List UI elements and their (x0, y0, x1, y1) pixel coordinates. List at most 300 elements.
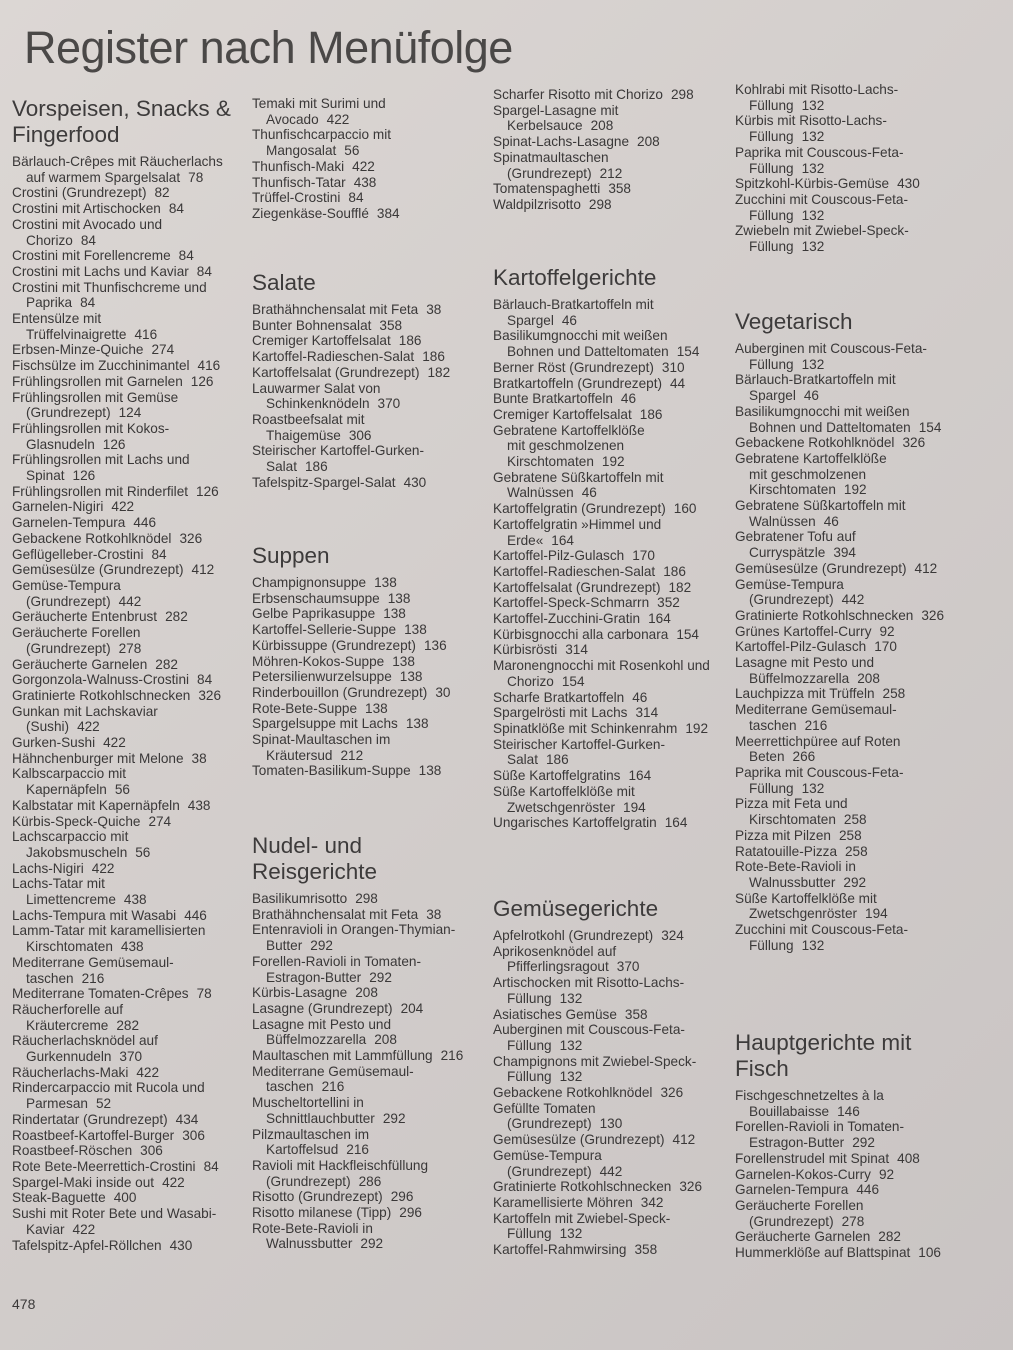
index-entry (252, 954, 488, 985)
index-entry (12, 672, 244, 688)
entry-title: Crostini (Grundrezept) 82 (12, 185, 170, 201)
index-entry (493, 423, 729, 470)
entry-title: Thunfisch-Tatar 438 (252, 174, 377, 190)
entry-title-continued: taschen 216 (749, 717, 828, 733)
index-entry (252, 1158, 488, 1189)
index-entry (252, 443, 488, 474)
entry-page-number: 186 (304, 459, 328, 475)
entry-page-number: 208 (374, 1032, 397, 1048)
entry-title: Ungarisches Kartoffelgratin 164 (493, 815, 688, 831)
entry-page-number: 422 (103, 735, 126, 751)
entry-title: Fischsülze im Zucchinimantel 416 (12, 358, 221, 374)
entry-title: Pilzmaultaschen im (252, 1126, 370, 1142)
entry-title: Paprika mit Couscous-Feta- (735, 764, 904, 780)
entry-page-number: 278 (841, 1213, 865, 1229)
entry-title: Rote-Bete-Ravioli in (252, 1220, 373, 1236)
entry-page-number: 422 (72, 1221, 96, 1237)
entry-page-number: 310 (661, 359, 685, 375)
index-entry (493, 975, 729, 1006)
index-entry (493, 328, 729, 359)
entry-page-number: 132 (559, 1069, 583, 1085)
entry-title: Risotto milanese (Tipp) 296 (252, 1205, 422, 1221)
section-heading: Nudel- und Reisgerichte (252, 833, 378, 884)
index-entry (252, 1001, 488, 1017)
entry-page-number: 434 (175, 1111, 199, 1127)
entry-title-continued: Büffelmozzarella 208 (749, 670, 880, 686)
entry-page-number: 138 (365, 700, 388, 716)
index-entry (12, 751, 244, 767)
index-entry (252, 349, 488, 365)
entry-title: Lauwarmer Salat von (252, 380, 381, 396)
entry-page-number: 46 (803, 388, 819, 404)
index-entry (12, 342, 244, 358)
entry-page-number: 326 (198, 687, 222, 703)
index-entry (735, 624, 975, 640)
entry-page-number: 132 (801, 207, 825, 223)
index-entry (12, 201, 244, 217)
index-entry (12, 1002, 244, 1033)
entry-title-continued: Büffelmozzarella 208 (266, 1032, 397, 1048)
index-entry (12, 704, 244, 735)
entry-title: Zwiebeln mit Zwiebel-Speck- (735, 223, 909, 239)
index-entry (735, 82, 975, 113)
entry-title: Crostini mit Lachs und Kaviar 84 (12, 263, 212, 279)
index-entry (735, 498, 975, 529)
index-entry (493, 470, 729, 501)
entry-page-number: 138 (418, 763, 442, 779)
entry-page-number: 132 (801, 937, 825, 953)
entry-page-number: 92 (878, 1166, 895, 1182)
entry-title-continued: Füllung 132 (749, 780, 825, 796)
entry-title: Garnelen-Tempura 446 (12, 515, 157, 531)
entry-title: Kürbisrösti 314 (493, 642, 588, 658)
entry-page-number: 422 (326, 111, 350, 127)
index-entry (735, 1182, 975, 1198)
index-entry (252, 159, 488, 175)
index-entry (12, 421, 244, 452)
entry-page-number: 258 (843, 812, 867, 828)
entry-title: Gebratene Süßkartoffeln mit (493, 469, 664, 485)
entry-page-number: 292 (382, 1110, 406, 1126)
index-entry (12, 515, 244, 531)
index-entry (735, 435, 975, 451)
entry-title-continued: Trüffelvinaigrette 416 (26, 326, 158, 342)
index-entry (12, 1190, 244, 1206)
entry-page-number: 154 (676, 344, 700, 360)
entry-title: Lamm-Tatar mit karamellisierten (12, 923, 206, 939)
entry-title: Räucherlachs-Maki 422 (12, 1064, 160, 1080)
index-entry (12, 547, 244, 563)
index-entry (493, 944, 729, 975)
entry-title: Basilikumgnocchi mit weißen (493, 328, 668, 344)
entry-title: Forellenstrudel mit Spinat 408 (735, 1150, 920, 1166)
entry-page-number: 192 (685, 720, 709, 736)
entry-title: Gebackene Rotkohlknödel 326 (493, 1085, 684, 1101)
index-entry (12, 374, 244, 390)
entry-page-number: 216 (321, 1079, 345, 1095)
entry-page-number: 84 (203, 1159, 219, 1174)
index-entry (12, 986, 244, 1002)
entry-page-number: 138 (387, 590, 411, 606)
entry-page-number: 352 (657, 595, 680, 611)
entry-title: Möhren-Kokos-Suppe 138 (252, 653, 415, 669)
index-entry (735, 922, 975, 953)
entry-page-number: 84 (168, 201, 184, 217)
index-entry (735, 404, 975, 435)
entry-page-number: 274 (151, 342, 175, 358)
entry-page-number: 274 (148, 813, 172, 829)
index-entry (493, 690, 729, 706)
entry-page-number: 164 (664, 815, 688, 831)
entry-page-number: 126 (102, 436, 126, 452)
index-entry (735, 1151, 975, 1167)
entry-title: Basilikumgnocchi mit weißen (735, 403, 910, 419)
entry-page-number: 292 (852, 1135, 875, 1151)
index-entry (735, 372, 975, 403)
index-entry (735, 655, 975, 686)
index-entry (493, 705, 729, 721)
entry-title-continued: Curryspätzle 394 (749, 545, 856, 561)
index-entry (493, 197, 729, 213)
entry-page-number: 132 (801, 239, 825, 255)
index-entry (493, 1211, 729, 1242)
index-entry (252, 96, 488, 127)
entry-page-number: 56 (135, 844, 151, 860)
entry-title: Crostini mit Artischocken 84 (12, 201, 184, 217)
entry-title-continued: mit geschmolzenen (507, 438, 625, 454)
entry-page-number: 154 (676, 626, 699, 642)
index-entry (252, 732, 488, 763)
entry-title-continued: Glasnudeln 126 (26, 436, 126, 452)
entry-title-continued: Salat 186 (266, 459, 328, 475)
index-entry (252, 654, 488, 670)
entry-title: Lachs-Tatar mit (12, 876, 105, 892)
entry-page-number: 186 (422, 349, 445, 365)
entry-title: Kartoffeln mit Zwiebel-Speck- (493, 1210, 671, 1226)
entry-page-number: 416 (197, 358, 221, 374)
index-entry (252, 412, 488, 443)
entry-title: Mediterrane Gemüsemaul- (735, 702, 897, 718)
entry-title-continued: Thaigemüse 306 (266, 427, 372, 443)
entry-page-number: 296 (390, 1189, 414, 1205)
entry-title-continued: Chorizo 84 (26, 232, 96, 248)
entry-page-number: 292 (369, 969, 392, 985)
entry-title-continued: Kartoffelsud 216 (266, 1142, 369, 1158)
entry-title: Kartoffelgratin (Grundrezept) 160 (493, 501, 697, 517)
entry-page-number: 282 (116, 1017, 140, 1033)
entry-title: Rote-Bete-Suppe 138 (252, 700, 388, 716)
entry-title-continued: Kirschtomaten 192 (507, 454, 625, 470)
index-entry (735, 192, 975, 223)
index-entry (735, 859, 975, 890)
entry-title: Kartoffel-Pilz-Gulasch 170 (493, 548, 655, 564)
entry-page-number: 430 (169, 1237, 193, 1253)
index-entry (493, 391, 729, 407)
entry-title: Pizza mit Feta und (735, 796, 848, 812)
entry-page-number: 38 (426, 302, 442, 317)
entry-title-continued: Kerbelsauce 208 (507, 118, 614, 134)
index-entry (12, 217, 244, 248)
entry-page-number: 138 (404, 622, 427, 638)
entry-page-number: 358 (608, 181, 631, 197)
index-entry (252, 190, 488, 206)
entry-title: Roastbeef-Röschen 306 (12, 1143, 163, 1159)
index-entry (493, 1132, 729, 1148)
entry-title: Steak-Baguette 400 (12, 1190, 137, 1206)
index-entry (12, 248, 244, 264)
index-entry (252, 365, 488, 381)
index-entry (252, 1095, 488, 1126)
entry-title: Rinderbouillon (Grundrezept) 30 (252, 684, 451, 700)
index-entry (493, 815, 729, 831)
entry-page-number: 186 (398, 333, 422, 349)
entry-title: Kalbscarpaccio mit (12, 766, 127, 782)
entry-title: Kartoffel-Radieschen-Salat 186 (252, 349, 445, 365)
entry-title: Kürbis mit Risotto-Lachs- (735, 113, 887, 129)
entry-title: Gebratene Kartoffelklöße (735, 450, 887, 466)
entry-page-number: 422 (111, 499, 135, 515)
entry-title: Bärlauch-Crêpes mit Räucherlachs (12, 154, 223, 169)
index-entry (735, 765, 975, 796)
index-entry (252, 716, 488, 732)
index-entry (12, 1128, 244, 1144)
entry-page-number: 216 (346, 1142, 369, 1158)
entry-title: Kürbis-Lasagne 208 (252, 985, 378, 1001)
entry-title: Brathähnchensalat mit Feta 38 (252, 906, 442, 922)
entry-title: Roastbeef-Kartoffel-Burger 306 (12, 1127, 205, 1143)
entry-title: Frühlingsrollen mit Rinderfilet 126 (12, 483, 219, 499)
index-entry (493, 1195, 729, 1211)
entry-title-continued: Paprika 84 (26, 295, 96, 311)
entry-page-number: 400 (113, 1190, 137, 1206)
index-section (735, 1030, 975, 1261)
entry-page-number: 306 (348, 427, 372, 443)
index-entry (735, 577, 975, 608)
entry-page-number: 438 (123, 892, 147, 908)
entry-page-number: 46 (561, 312, 577, 328)
entry-page-number: 446 (856, 1182, 880, 1198)
index-entry (12, 1065, 244, 1081)
index-section (12, 96, 244, 1253)
index-section (735, 309, 975, 953)
entry-page-number: 416 (134, 326, 158, 342)
entry-title: Grünes Kartoffel-Curry 92 (735, 623, 895, 639)
entry-page-number: 164 (648, 611, 671, 627)
index-entry (493, 1054, 729, 1085)
entry-page-number: 132 (801, 129, 825, 145)
entry-page-number: 138 (383, 606, 406, 622)
entry-page-number: 216 (81, 970, 105, 986)
entry-title: Crostini mit Avocado und (12, 216, 163, 232)
entry-page-number: 126 (190, 373, 214, 389)
entry-page-number: 56 (344, 143, 360, 159)
entry-title: Hummerklöße auf Blattspinat 106 (735, 1245, 941, 1261)
entry-title: Tomaten-Basilikum-Suppe 138 (252, 763, 442, 779)
entry-title: Karamellisierte Möhren 342 (493, 1194, 664, 1210)
entry-title: Geflügelleber-Crostini 84 (12, 546, 167, 562)
entry-title: Meerrettichpüree auf Roten (735, 733, 901, 749)
index-section (493, 265, 729, 831)
entry-page-number: 146 (837, 1103, 860, 1119)
index-entry (12, 955, 244, 986)
entry-page-number: 132 (801, 97, 825, 113)
entry-title: Kalbstatar mit Kapernäpfeln 438 (12, 797, 211, 813)
entry-page-number: 138 (374, 575, 397, 590)
index-entry (12, 766, 244, 797)
entry-page-number: 208 (857, 670, 880, 686)
entry-title: Gemüsesülze (Grundrezept) 412 (493, 1132, 696, 1148)
entry-page-number: 384 (376, 205, 400, 221)
entry-title: Gemüsesülze (Grundrezept) 412 (735, 560, 938, 576)
index-entry (735, 702, 975, 733)
entry-title-continued: (Grundrezept) 130 (507, 1116, 623, 1132)
index-entry (12, 154, 244, 185)
index-entry (493, 517, 729, 548)
entry-page-number: 446 (133, 515, 157, 531)
index-entry (735, 113, 975, 144)
entry-page-number: 442 (118, 593, 142, 609)
entry-title: Brathähnchensalat mit Feta 38 (252, 302, 442, 317)
entry-title: Steirischer Kartoffel-Gurken- (252, 443, 424, 459)
entry-page-number: 84 (197, 672, 213, 688)
entry-page-number: 192 (843, 482, 867, 498)
index-entry (252, 381, 488, 412)
entry-title: Frühlingsrollen mit Kokos- (12, 420, 170, 436)
index-entry (493, 407, 729, 423)
entry-title-continued: Pfifferlingsragout 370 (507, 959, 640, 975)
index-section (493, 896, 729, 1258)
entry-page-number: 326 (179, 530, 203, 546)
entry-page-number: 92 (879, 623, 895, 639)
index-entry (735, 891, 975, 922)
entry-title-continued: Bouillabaisse 146 (749, 1103, 860, 1119)
entry-title: Spinatklöße mit Schinkenrahm 192 (493, 720, 709, 736)
index-entry (493, 564, 729, 580)
entry-title-continued: Kaviar 422 (26, 1221, 96, 1237)
entry-title-continued: Füllung 132 (749, 160, 825, 176)
index-section (493, 87, 729, 213)
entry-page-number: 258 (882, 686, 906, 702)
entry-title: Scharfe Bratkartoffeln 46 (493, 689, 648, 705)
entry-page-number: 78 (196, 986, 212, 1002)
entry-page-number: 46 (632, 689, 648, 705)
entry-title: Garnelen-Kokos-Curry 92 (735, 1166, 895, 1182)
entry-title-continued: Erde« 164 (507, 532, 574, 548)
index-entry (252, 1064, 488, 1095)
entry-title-continued: Füllung 132 (749, 239, 825, 255)
entry-title-continued: Chorizo 154 (507, 673, 585, 689)
entry-title-continued: Füllung 132 (749, 356, 825, 372)
index-entry (735, 561, 975, 577)
entry-title: Berner Röst (Grundrezept) 310 (493, 359, 685, 375)
entry-title: Crostini mit Thunfischcreme und (12, 279, 207, 295)
entry-page-number: 292 (310, 938, 333, 954)
index-entry (12, 798, 244, 814)
entry-title: Rindertatar (Grundrezept) 434 (12, 1111, 199, 1127)
entry-title-continued: auf warmem Spargelsalat 78 (26, 169, 204, 185)
entry-title-continued: (Grundrezept) 212 (507, 165, 623, 181)
entry-title: Temaki mit Surimi und (252, 96, 386, 111)
index-entry (12, 358, 244, 374)
index-entry (12, 452, 244, 483)
entry-page-number: 212 (599, 165, 623, 181)
index-entry (252, 606, 488, 622)
index-entry (252, 1205, 488, 1221)
entry-title-continued: Schinkenknödeln 370 (266, 396, 401, 412)
entry-page-number: 394 (833, 545, 856, 561)
entry-page-number: 342 (640, 1194, 664, 1210)
entry-page-number: 84 (196, 263, 212, 279)
entry-title: Lasagne mit Pesto und (252, 1016, 392, 1032)
index-entry (493, 548, 729, 564)
entry-title: Bärlauch-Bratkartoffeln mit (493, 297, 654, 312)
section-heading: Salate (252, 270, 316, 295)
entry-title: Gebackene Rotkohlknödel 326 (12, 530, 203, 546)
entry-title: Räucherlachsknödel auf (12, 1033, 158, 1049)
entry-page-number: 132 (559, 990, 583, 1006)
index-section (252, 833, 488, 1252)
entry-title-continued: Füllung 132 (507, 990, 583, 1006)
index-entry (252, 922, 488, 953)
index-entry (493, 1007, 729, 1023)
entry-title-continued: Walnüssen 46 (749, 513, 839, 529)
index-entry (12, 280, 244, 311)
entry-title: Maronengnocchi mit Rosenkohl und (493, 658, 710, 674)
entry-title: Scharfer Risotto mit Chorizo 298 (493, 87, 694, 102)
entry-title: Mediterrane Tomaten-Crêpes 78 (12, 986, 212, 1002)
entry-title-continued: Füllung 132 (749, 129, 825, 145)
entry-title: Geräucherte Garnelen 282 (735, 1229, 901, 1245)
index-entry (493, 1242, 729, 1258)
entry-page-number: 292 (843, 874, 867, 890)
entry-page-number: 438 (187, 797, 211, 813)
entry-page-number: 258 (845, 843, 868, 859)
entry-title-continued: Estragon-Butter 292 (266, 969, 392, 985)
index-entry (493, 1022, 729, 1053)
index-entry (252, 302, 488, 318)
entry-page-number: 358 (379, 317, 403, 333)
entry-page-number: 78 (188, 169, 204, 185)
entry-title-continued: Jakobsmuscheln 56 (26, 844, 151, 860)
index-entry (252, 622, 488, 638)
entry-page-number: 370 (377, 396, 401, 412)
entry-title: Gebratener Tofu auf (735, 529, 856, 545)
index-entry (252, 685, 488, 701)
index-entry (252, 475, 488, 491)
entry-title: Forellen-Ravioli in Tomaten- (735, 1119, 904, 1135)
entry-title: Gunkan mit Lachskaviar (12, 703, 158, 719)
index-entry (493, 611, 729, 627)
entry-page-number: 160 (673, 501, 697, 517)
entry-page-number: 164 (551, 532, 574, 548)
section-heading: Vorspeisen, Snacks & Fingerfood (12, 96, 231, 147)
entry-title: Frühlingsrollen mit Garnelen 126 (12, 373, 214, 389)
entry-page-number: 314 (635, 705, 659, 721)
entry-title: Kürbisgnocchi alla carbonara 154 (493, 626, 699, 642)
entry-page-number: 292 (360, 1236, 384, 1252)
entry-page-number: 314 (565, 642, 588, 658)
entry-title-continued: mit geschmolzenen (749, 466, 867, 482)
entry-title: Kartoffel-Rahmwirsing 358 (493, 1242, 658, 1258)
index-entry (12, 1159, 244, 1175)
entry-title: Pizza mit Pilzen 258 (735, 827, 862, 843)
index-entry (735, 639, 975, 655)
entry-page-number: 282 (165, 609, 188, 625)
entry-page-number: 266 (792, 749, 816, 765)
entry-title-continued: Kirschtomaten 258 (749, 812, 867, 828)
index-entry (493, 297, 729, 328)
index-entry (735, 1245, 975, 1261)
